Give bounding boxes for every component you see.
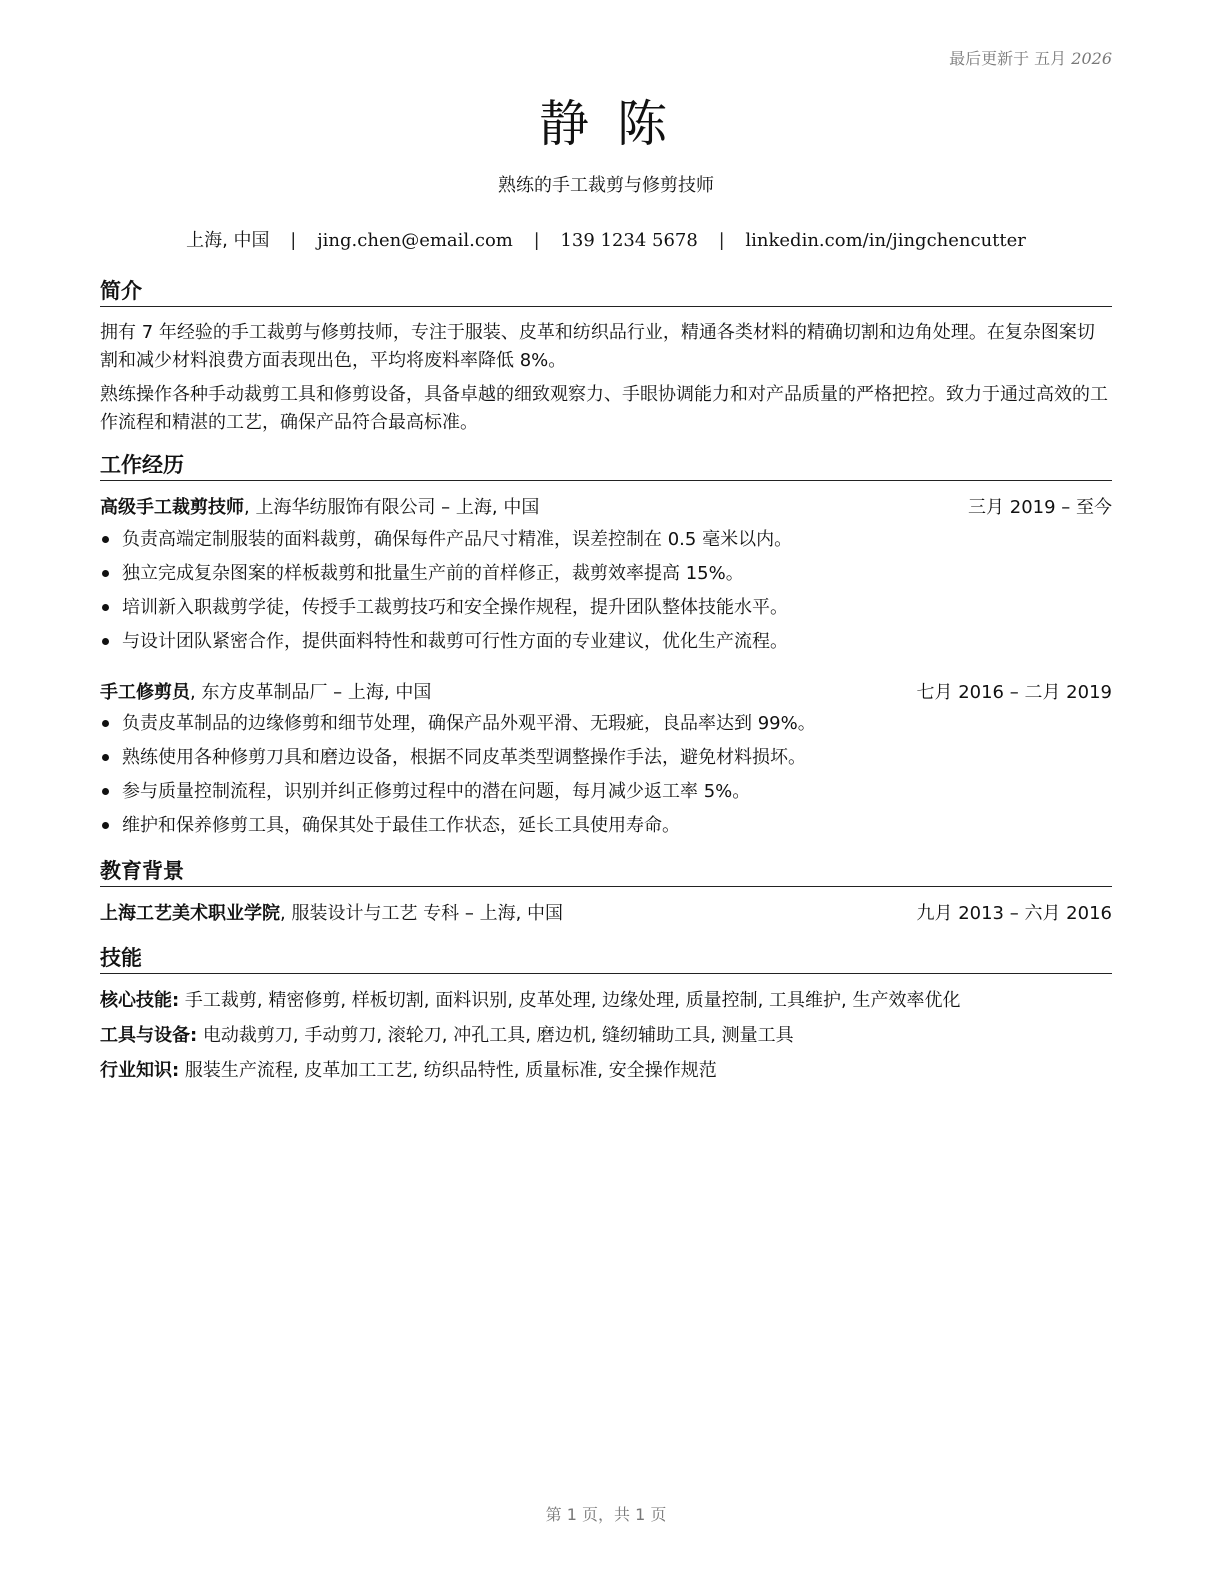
bullet-text: 负责皮革制品的边缘修剪和细节处理，确保产品外观平滑、无瑕疵，良品率达到 99%。 [122,713,816,734]
job-role: 高级手工裁剪技师 [100,497,244,518]
job-header [100,495,1112,521]
skill-value: 服装生产流程, 皮革加工工艺, 纺织品特性, 质量标准, 安全操作规范 [179,1060,717,1081]
last-updated [949,46,1112,69]
job-dates: 七月 2016 – 二月 2019 [916,682,1112,703]
section-title-summary: 简介 [100,277,1112,307]
section-title-skills: 技能 [100,944,1112,974]
section-title-experience: 工作经历 [100,451,1112,481]
list-item [100,813,1112,847]
list-item [100,711,1112,745]
bullet-text: 独立完成复杂图案的样板裁剪和批量生产前的首样修正，裁剪效率提高 15%。 [122,563,744,584]
contact-separator: | [718,230,725,251]
bullet-text: 熟练使用各种修剪刀具和磨边设备，根据不同皮革类型调整操作手法，避免材料损坏。 [122,747,806,768]
list-item [100,561,1112,595]
last-updated-prefix: 最后更新于 五月 [949,49,1067,68]
skill-label: 行业知识: [100,1060,180,1081]
summary-paragraph: 拥有 7 年经验的手工裁剪与修剪技师，专注于服装、皮革和纺织品行业，精通各类材料的精确切割和边角处理。在复杂图案切割和减少材料浪费方面表现出色，平均将废料率降低 8%。 [100,322,1095,371]
page-footer: 第 1 页，共 1 页 [545,1505,667,1524]
bullet-dot-icon [102,754,109,761]
job-company: , 上海华纺服饰有限公司 – 上海, 中国 [244,497,540,518]
bullet-dot-icon [102,788,109,795]
job-bullets [100,711,1112,847]
bullet-text: 参与质量控制流程，识别并纠正修剪过程中的潜在问题，每月减少返工率 5%。 [122,781,751,802]
bullet-dot-icon [102,536,109,543]
bullet-dot-icon [102,822,109,829]
list-item [100,527,1112,561]
bullet-dot-icon [102,604,109,611]
skill-row [100,1058,1112,1084]
job-dates: 三月 2019 – 至今 [968,497,1112,518]
skill-value: 电动裁剪刀, 手动剪刀, 滚轮刀, 冲孔工具, 磨边机, 缝纫辅助工具, 测量工具 [197,1025,794,1046]
skill-row [100,988,1112,1014]
list-item [100,595,1112,629]
education-entry [100,901,1112,927]
bullet-text: 负责高端定制服装的面料裁剪，确保每件产品尺寸精准，误差控制在 0.5 毫米以内。 [122,529,793,550]
candidate-headline: 熟练的手工裁剪与修剪技师 [498,175,714,196]
bullet-text: 维护和保养修剪工具，确保其处于最佳工作状态，延长工具使用寿命。 [122,815,680,836]
bullet-text: 与设计团队紧密合作，提供面料特性和裁剪可行性方面的专业建议，优化生产流程。 [122,631,788,652]
contact-email[interactable]: jing.chen@email.com [317,230,513,251]
education-school: 上海工艺美术职业学院 [100,903,280,924]
candidate-name: 静 陈 [539,95,673,153]
job-company: , 东方皮革制品厂 – 上海, 中国 [190,682,432,703]
bullet-dot-icon [102,720,109,727]
contact-separator: | [533,230,540,251]
job-header [100,680,1112,706]
contact-separator: | [290,230,297,251]
last-updated-year: 2026 [1071,49,1112,68]
bullet-text: 培训新入职裁剪学徒，传授手工裁剪技巧和安全操作规程，提升团队整体技能水平。 [122,597,788,618]
contact-location: 上海, 中国 [186,230,270,251]
list-item [100,629,1112,663]
job-role: 手工修剪员 [100,682,190,703]
job-bullets [100,527,1112,663]
summary-paragraph: 熟练操作各种手动裁剪工具和修剪设备，具备卓越的细致观察力、手眼协调能力和对产品质量的严格把控。致力于通过高效的工作流程和精湛的工艺，确保产品符合最高标准。 [100,384,1108,433]
list-item [100,779,1112,813]
resume-page [100,0,1112,1584]
section-title-education: 教育背景 [100,857,1112,887]
contact-phone: 139 1234 5678 [560,230,698,251]
contact-line [100,226,1112,252]
list-item [100,745,1112,779]
skill-row [100,1023,1112,1049]
education-dates: 九月 2013 – 六月 2016 [916,903,1112,924]
bullet-dot-icon [102,638,109,645]
education-detail: , 服装设计与工艺 专科 – 上海, 中国 [280,903,564,924]
skill-value: 手工裁剪, 精密修剪, 样板切割, 面料识别, 皮革处理, 边缘处理, 质量控制, 工具维护, 生产效率优化 [179,990,961,1011]
contact-linkedin[interactable]: linkedin.com/in/jingchencutter [745,230,1026,251]
skill-label: 核心技能: [100,990,180,1011]
skill-label: 工具与设备: [100,1025,198,1046]
bullet-dot-icon [102,570,109,577]
